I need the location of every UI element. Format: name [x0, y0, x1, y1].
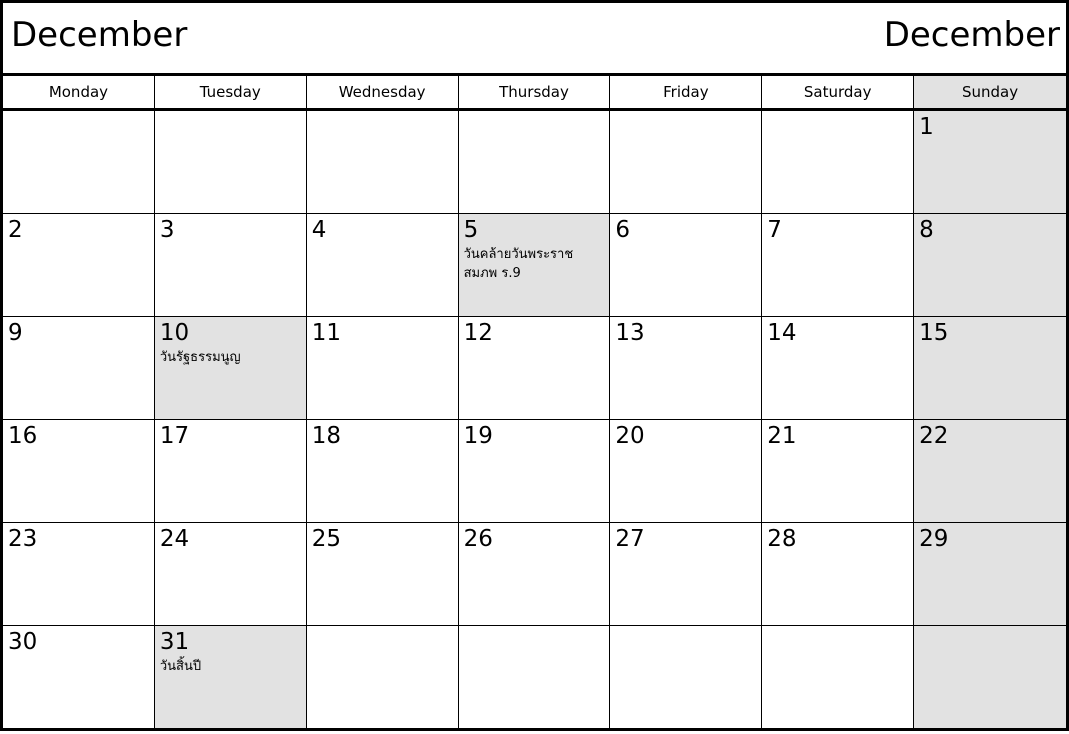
day-number: 19	[463, 423, 493, 449]
day-number: 2	[8, 217, 23, 243]
calendar-day-cell[interactable]	[3, 214, 155, 316]
day-number: 15	[919, 320, 949, 346]
day-number: 18	[311, 423, 341, 449]
weekday-label: Friday	[663, 83, 709, 101]
day-number: 7	[767, 217, 782, 243]
calendar-day-cell-empty[interactable]	[914, 626, 1066, 728]
weekday-label: Tuesday	[199, 83, 261, 101]
calendar-day-cell[interactable]	[3, 523, 155, 625]
calendar-day-cell[interactable]	[762, 420, 914, 522]
calendar-day-cell[interactable]	[762, 214, 914, 316]
calendar-title-bar	[0, 0, 1069, 76]
calendar-day-cell[interactable]	[155, 317, 307, 419]
day-number: 17	[159, 423, 190, 449]
weekday-label: Thursday	[499, 83, 569, 101]
calendar-day-cell[interactable]	[459, 420, 611, 522]
day-number: 30	[8, 629, 38, 655]
calendar-week-row	[3, 111, 1066, 214]
calendar-day-cell[interactable]	[610, 317, 762, 419]
calendar-day-cell[interactable]	[155, 420, 307, 522]
calendar-day-cell[interactable]	[155, 523, 307, 625]
weekday-header-cell	[610, 76, 762, 108]
weekday-header-cell	[459, 76, 611, 108]
calendar-day-cell[interactable]	[307, 523, 459, 625]
day-number: 11	[311, 320, 341, 346]
day-event-label: วันคล้ายวันพระราชสมภพ ร.9	[463, 247, 574, 281]
calendar-day-cell-empty[interactable]	[459, 111, 611, 213]
day-number: 12	[463, 320, 493, 346]
calendar-day-cell[interactable]	[914, 420, 1066, 522]
day-number: 6	[615, 217, 631, 243]
calendar-day-cell-empty[interactable]	[155, 111, 307, 213]
day-number: 5	[463, 217, 479, 243]
calendar-day-cell-empty[interactable]	[610, 111, 762, 213]
weekday-label: Wednesday	[338, 83, 426, 101]
day-number: 27	[615, 526, 645, 552]
month-title-left: December	[11, 15, 188, 55]
day-number: 14	[767, 320, 797, 346]
calendar-weeks	[3, 111, 1066, 728]
day-number: 28	[767, 526, 797, 552]
calendar-day-cell-empty[interactable]	[3, 111, 155, 213]
calendar-day-cell[interactable]	[914, 317, 1066, 419]
calendar-day-cell[interactable]	[914, 214, 1066, 316]
calendar-day-cell-empty[interactable]	[610, 626, 762, 728]
calendar-week-row	[3, 214, 1066, 317]
calendar-day-cell-empty[interactable]	[762, 626, 914, 728]
day-number: 10	[159, 320, 190, 346]
weekday-header-cell	[3, 76, 155, 108]
day-number: 4	[311, 217, 327, 243]
calendar-day-cell-empty[interactable]	[762, 111, 914, 213]
calendar-day-cell-empty[interactable]	[307, 111, 459, 213]
calendar-day-cell[interactable]	[307, 420, 459, 522]
calendar-day-cell[interactable]	[459, 214, 611, 316]
calendar-day-cell[interactable]	[914, 523, 1066, 625]
day-number: 20	[615, 423, 645, 449]
calendar-day-cell[interactable]	[459, 317, 611, 419]
calendar-day-cell[interactable]	[155, 626, 307, 728]
day-event-label: วันสิ้นปี	[159, 659, 202, 674]
calendar-day-cell-empty[interactable]	[459, 626, 611, 728]
day-number: 21	[767, 423, 797, 449]
day-number: 22	[919, 423, 949, 449]
month-title-right: December	[883, 15, 1060, 55]
calendar-week-row	[3, 523, 1066, 626]
weekday-label: Monday	[48, 83, 109, 101]
day-number: 13	[615, 320, 645, 346]
calendar-day-cell[interactable]	[307, 317, 459, 419]
calendar-day-cell[interactable]	[762, 317, 914, 419]
calendar-week-row	[3, 317, 1066, 420]
weekday-header-cell	[762, 76, 914, 108]
calendar-day-cell[interactable]	[914, 111, 1066, 213]
day-number: 24	[159, 526, 190, 552]
day-number: 26	[463, 526, 493, 552]
weekday-label: Saturday	[803, 83, 872, 101]
calendar-day-cell[interactable]	[610, 523, 762, 625]
day-number: 31	[159, 629, 190, 655]
weekday-header-row	[3, 76, 1066, 111]
calendar-day-cell[interactable]	[3, 626, 155, 728]
weekday-header-cell	[307, 76, 459, 108]
calendar-day-cell[interactable]	[459, 523, 611, 625]
day-number: 23	[8, 526, 38, 552]
calendar-grid	[0, 76, 1069, 731]
calendar-day-cell[interactable]	[610, 214, 762, 316]
weekday-label: Sunday	[962, 83, 1019, 101]
calendar-day-cell[interactable]	[762, 523, 914, 625]
day-number: 8	[919, 217, 934, 243]
day-number: 9	[8, 320, 23, 346]
weekday-header-cell	[155, 76, 307, 108]
day-number: 3	[159, 217, 175, 243]
calendar-day-cell[interactable]	[307, 214, 459, 316]
day-number: 16	[8, 423, 38, 449]
calendar-week-row	[3, 420, 1066, 523]
calendar-day-cell-empty[interactable]	[307, 626, 459, 728]
weekday-header-cell	[914, 76, 1066, 108]
calendar-day-cell[interactable]	[610, 420, 762, 522]
calendar-week-row	[3, 626, 1066, 728]
day-event-label: วันรัฐธรรมนูญ	[159, 350, 241, 365]
day-number: 25	[311, 526, 341, 552]
day-number: 29	[919, 526, 949, 552]
calendar-day-cell[interactable]	[155, 214, 307, 316]
calendar-day-cell[interactable]	[3, 317, 155, 419]
calendar-day-cell[interactable]	[3, 420, 155, 522]
day-number: 1	[919, 114, 934, 140]
